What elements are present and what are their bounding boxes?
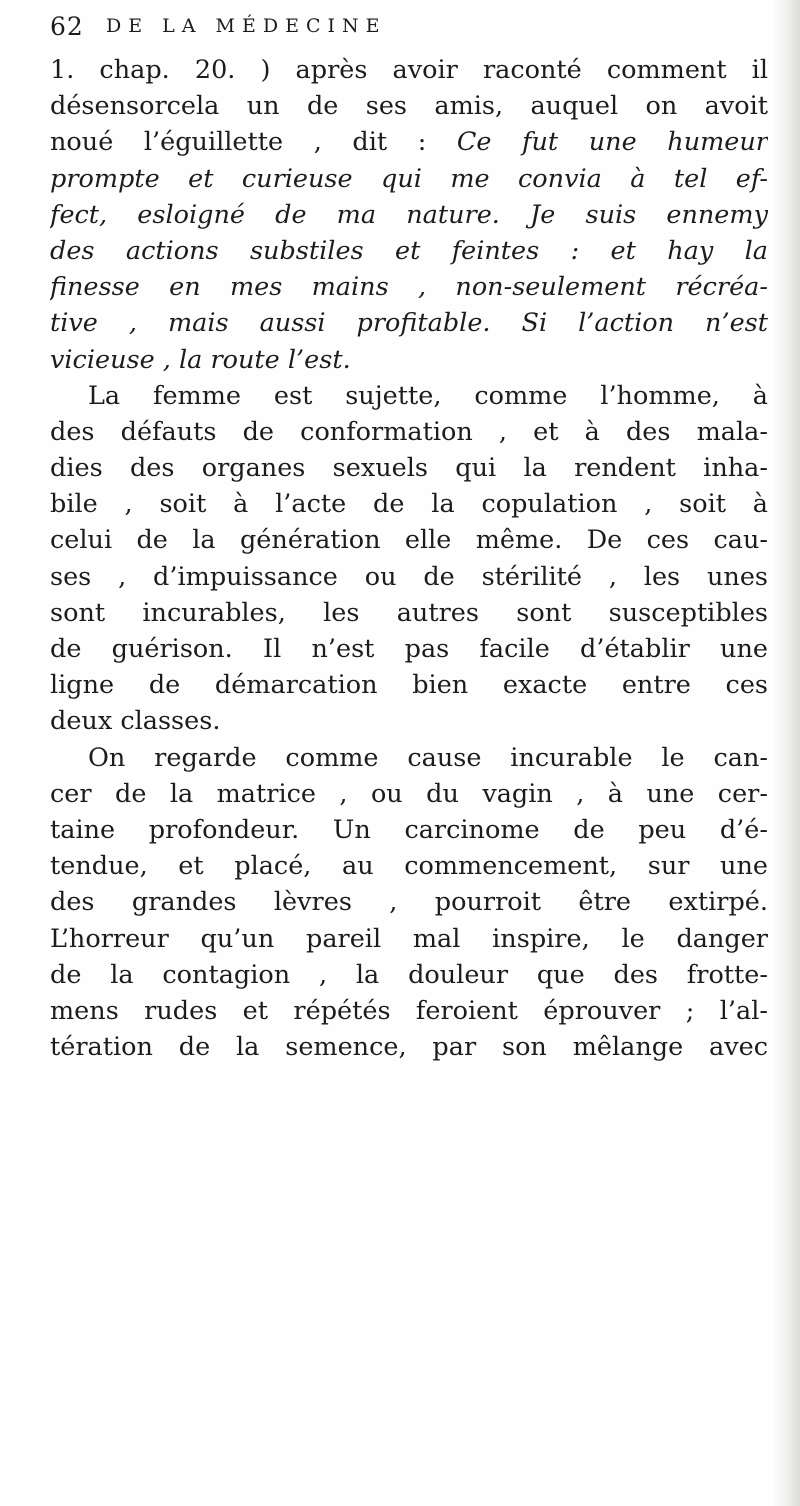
running-head: DE LA MÉDECINE bbox=[106, 15, 387, 37]
text-line: deux classes. bbox=[50, 706, 221, 737]
quote-line: tive , mais aussi profitable. Si l’action n’est bbox=[50, 308, 768, 339]
text-line: des défauts de conformation , et à des mala- bbox=[50, 416, 768, 447]
text-line: 1. chap. 20. ) après avoir raconté comment il bbox=[50, 55, 768, 85]
text-line: celui de la génération elle même. De ces cau- bbox=[50, 525, 768, 556]
text-line: de guérison. Il n’est pas facile d’établir une bbox=[50, 634, 768, 664]
text-line: désensorcela un de ses amis, auquel on avoit bbox=[50, 91, 768, 122]
page-edge-shadow bbox=[772, 0, 800, 1506]
paragraph-first-line: La femme est sujette, comme l’homme, à bbox=[88, 380, 768, 411]
text-line: de la contagion , la douleur que des frotte- bbox=[50, 959, 768, 990]
text-line: L’horreur qu’un pareil mal inspire, le danger bbox=[50, 923, 768, 954]
paragraph-first-line: On regarde comme cause incurable le can- bbox=[88, 742, 768, 773]
text-line: mens rudes et répétés feroient éprouver ; l’al- bbox=[50, 995, 768, 1026]
text-line: ses , d’impuissance ou de stérilité , les unes bbox=[50, 561, 768, 592]
page-header bbox=[50, 12, 770, 52]
text-line: bile , soit à l’acte de la copulation , soit à bbox=[50, 489, 768, 520]
text-line: sont incurables, les autres sont susceptibles bbox=[50, 597, 768, 628]
quote-line: prompte et curieuse qui me convia à tel ef- bbox=[50, 163, 768, 194]
quote-line: fect, esloigné de ma nature. Je suis ennemy bbox=[50, 199, 768, 230]
text-line: tération de la semence, par son mêlange avec bbox=[50, 1032, 768, 1063]
text-line: cer de la matrice , ou du vagin , à une cer- bbox=[50, 778, 768, 809]
quote-line: finesse en mes mains , non-seulement récréa- bbox=[50, 272, 768, 303]
text-span-italic: Ce fut une humeur bbox=[456, 127, 768, 158]
text-line-mixed bbox=[50, 124, 768, 160]
text-line: taine profondeur. Un carcinome de peu d’é- bbox=[50, 814, 768, 845]
quote-line: des actions substiles et feintes : et hay la bbox=[50, 235, 768, 266]
text-line: des grandes lèvres , pourroit être extirpé. bbox=[50, 887, 768, 918]
body-text bbox=[50, 52, 768, 1065]
text-line: tendue, et placé, au commencement, sur une bbox=[50, 851, 768, 882]
text-line: dies des organes sexuels qui la rendent inha- bbox=[50, 453, 768, 484]
text-line: ligne de démarcation bien exacte entre ces bbox=[50, 670, 768, 701]
text-span-roman: noué l’éguillette , dit : bbox=[50, 127, 457, 158]
quote-line: vicieuse , la route l’est. bbox=[50, 344, 351, 375]
page-number: 62 bbox=[50, 12, 84, 41]
